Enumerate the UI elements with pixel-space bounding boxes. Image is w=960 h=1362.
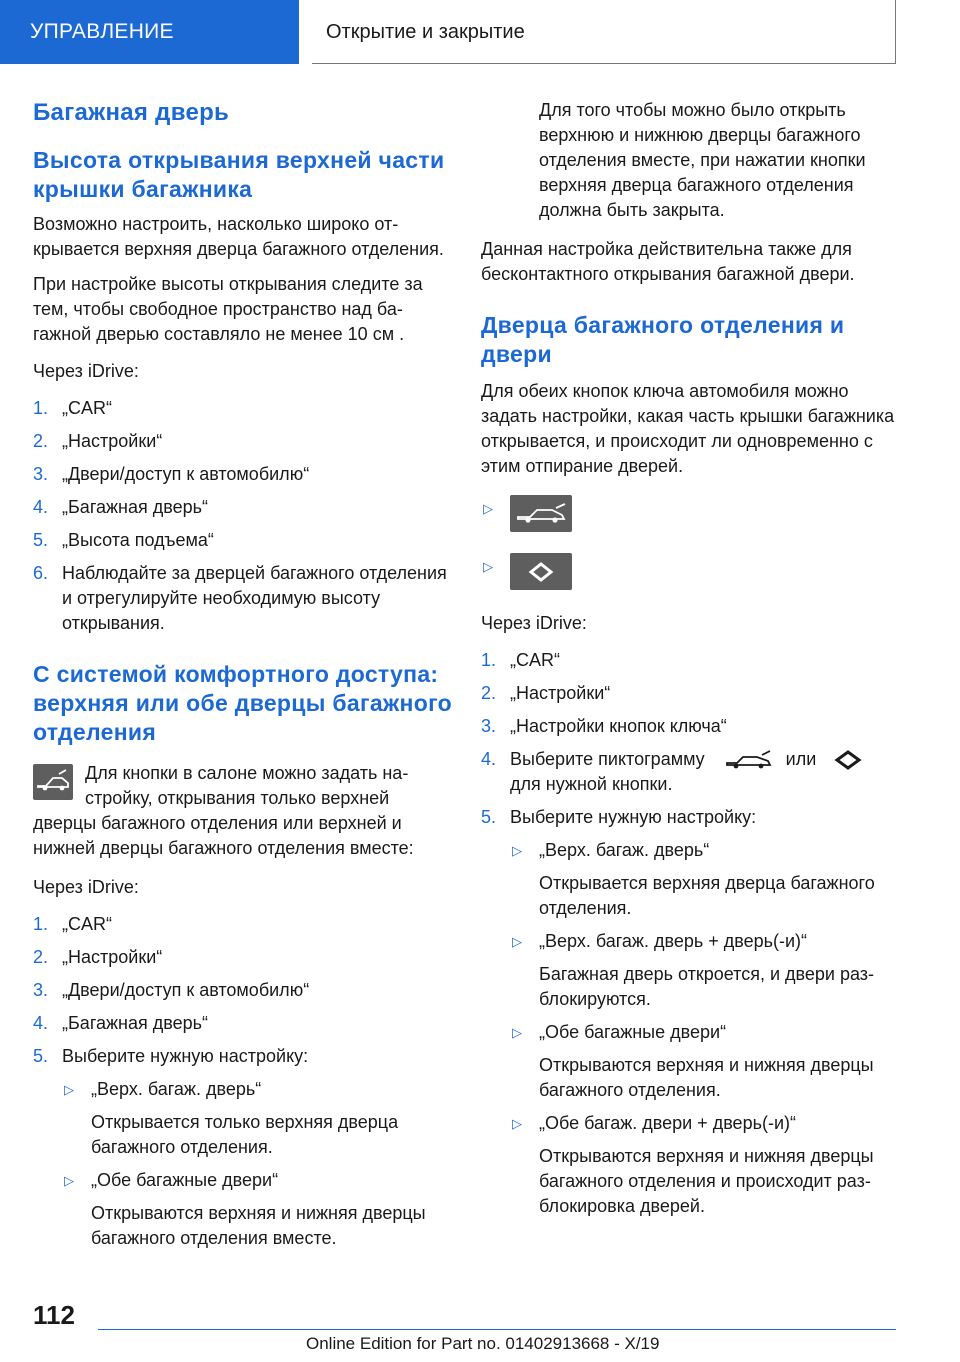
paragraph: Для того чтобы можно было открыть верхнюю и нижнюю дверцы багажного отделения вместе, при нажатии кнопки верхняя дверца багажного отделения должна быть закрыта. [539,100,866,220]
list-item: 2. „Настройки“ [33,947,163,967]
option-item: ▷ „Обе багаж. двери + дверь(-и)“ Открываются верхняя и нижняя дверцы багажного отделения и происходит разблокировка дверей. [512,1113,874,1217]
footer-edition: Online Edition for Part no. 01402913668 - X/19 [306,1334,660,1353]
heading-trunk-and-doors: Дверца багажного отделения и двери [481,312,845,367]
idrive-path-label: Через iDrive: [33,877,139,897]
footer-divider [98,1329,896,1330]
option-item: ▷ „Обе багажные двери“ Открываются верхняя и нижняя дверцы багажного отделения вместе. [64,1170,426,1248]
list-item: 3. „Настройки кнопок ключа“ [481,716,727,736]
list-item: 5. Выберите нужную настройку: ▷ „Верх. багаж. дверь“ Открывается только верхняя дверца багажного отделения. ▷ „Обе багажные двери“ Открываются верхняя и нижняя дверцы багажного отделения вместе. [33,1044,453,1251]
triangle-bullet-icon: ▷ [512,843,522,859]
list-item: 4. Выберите пиктограмму или для нужной кнопки. [481,747,901,797]
idrive-path-label: Через iDrive: [481,613,587,633]
idrive-path-label: Через iDrive: [33,361,139,381]
list-item: 3. „Двери/доступ к автомобилю“ [33,980,310,1000]
option-item: ▷ „Верх. багаж. дверь“ Открывается только верхняя дверца багажного отделения. [64,1079,399,1157]
car-tailgate-icon [33,764,73,800]
list-item: 2. „Настройки“ [33,431,163,451]
section-tab: УПРАВЛЕНИЕ [0,0,299,64]
steps-list [481,648,901,1219]
icon-option [481,553,901,593]
option-item: ▷ „Обе багажные двери“ Открываются верхняя и нижняя дверцы багажного отделения. [512,1022,874,1101]
icon-option [481,495,901,535]
left-column [33,98,453,1265]
triangle-bullet-icon: ▷ [64,1082,74,1097]
list-item: 5. „Высота подъема“ [33,530,214,550]
diamond-icon [833,749,863,771]
list-item: 1. „CAR“ [33,914,112,934]
paragraph: Для кнопки в салоне можно задать настройку, открывания только верхней дверцы багажного отделения или верхней и нижней дверцы багажного отделения вместе: [33,763,414,858]
diamond-icon [510,553,572,590]
steps-list [33,396,453,636]
heading-comfort-access: С системой комфортного доступа: верхняя или обе дверцы багажного отделения [33,661,452,745]
chapter-title: Открытие и закрытие [312,0,896,64]
paragraph: Возможно настроить, насколько широко открывается верхняя дверца багажного отделения. [33,214,444,259]
list-item: 1. „CAR“ [33,398,112,418]
list-item: 1. „CAR“ [481,650,560,670]
steps-list [33,912,453,1251]
page-number: 112 [33,1300,75,1330]
list-item: 2. „Настройки“ [481,683,611,703]
triangle-bullet-icon: ▷ [483,559,493,574]
triangle-bullet-icon: ▷ [512,1025,522,1041]
triangle-bullet-icon: ▷ [512,934,522,950]
list-item: 6. Наблюдайте за дверцей багажного отделения и отрегулируйте необходимую высоту открывания. [33,563,447,633]
page-title: Багажная дверь [33,99,230,126]
list-item: 3. „Двери/доступ к автомобилю“ [33,464,310,484]
paragraph: При настройке высоты открывания следите за тем, чтобы свободное пространство над багажной дверью составляло не менее 10 см . [33,274,423,344]
option-item: ▷ „Верх. багаж. дверь + дверь(-и)“ Багажная дверь откроется, и двери разблокируются. [512,931,875,1010]
paragraph: Данная настройка действительна также для бесконтактного открывания багажной двери. [481,239,855,284]
paragraph: Для обеих кнопок ключа автомобиля можно задать настройки, какая часть крышки багажника открывается, и происходит ли одновременно с этим отпирание дверей. [481,381,895,476]
list-item: 4. „Багажная дверь“ [33,1013,208,1033]
options-list [62,1077,453,1251]
option-item: ▷ „Верх. багаж. дверь“ Открывается верхняя дверца багажного отделения. [512,840,875,919]
triangle-bullet-icon: ▷ [483,501,493,516]
list-item: 4. „Багажная дверь“ [33,497,208,517]
triangle-bullet-icon: ▷ [512,1116,522,1132]
triangle-bullet-icon: ▷ [64,1173,74,1188]
heading-opening-height: Высота открывания верхней части крышки багажника [33,147,445,202]
right-column [481,98,901,1233]
options-list [510,838,901,1219]
list-item: 5. Выберите нужную настройку: ▷ „Верх. багаж. дверь“ Открывается верхняя дверца багажного отделения. ▷ „Верх. багаж. дверь + дверь(-и)“ Багажная дверь откроется, и двери разблокируются. ▷ „Обе багажные двери“ Открываются верхняя и нижняя дверцы багажного отделения. ▷ „Обе багаж. двери + дверь(-и)“ Открываются верхняя и нижняя дверцы багажного отделения и происходит разблокировка дверей. [481,805,901,1219]
car-tailgate-icon [724,748,776,772]
car-tailgate-icon [510,495,572,532]
